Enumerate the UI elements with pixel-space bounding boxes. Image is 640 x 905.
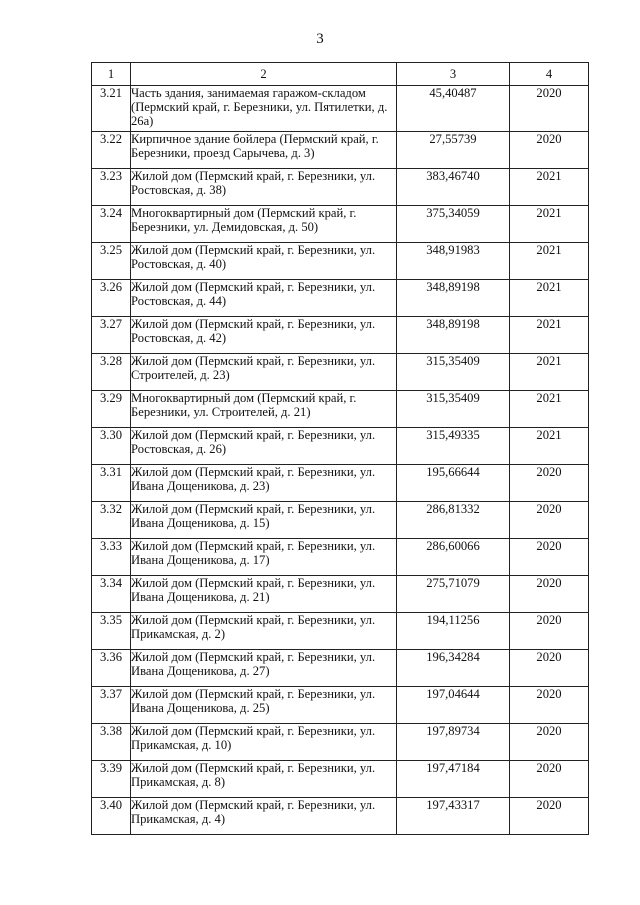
object-year: 2021 <box>510 391 589 428</box>
table-row <box>92 539 589 576</box>
object-value: 348,89198 <box>397 317 510 354</box>
row-number: 3.34 <box>92 576 131 613</box>
object-value: 383,46740 <box>397 169 510 206</box>
object-year: 2021 <box>510 243 589 280</box>
object-year: 2020 <box>510 539 589 576</box>
page-number: 3 <box>316 31 324 47</box>
object-year: 2021 <box>510 206 589 243</box>
table-row <box>92 613 589 650</box>
object-name: Жилой дом (Пермский край, г. Березники, ул. Прикамская, д. 8) <box>131 761 397 798</box>
object-name: Жилой дом (Пермский край, г. Березники, ул. Прикамская, д. 4) <box>131 798 397 835</box>
object-name: Жилой дом (Пермский край, г. Березники, ул. Ивана Дощеникова, д. 21) <box>131 576 397 613</box>
object-name: Жилой дом (Пермский край, г. Березники, ул. Ростовская, д. 42) <box>131 317 397 354</box>
table-row <box>92 86 589 132</box>
object-value: 286,81332 <box>397 502 510 539</box>
row-number: 3.21 <box>92 86 131 132</box>
object-value: 348,91983 <box>397 243 510 280</box>
table-row <box>92 650 589 687</box>
column-header: 2 <box>131 63 397 86</box>
object-year: 2021 <box>510 428 589 465</box>
object-value: 375,34059 <box>397 206 510 243</box>
row-number: 3.27 <box>92 317 131 354</box>
object-name: Жилой дом (Пермский край, г. Березники, ул. Ивана Дощеникова, д. 27) <box>131 650 397 687</box>
row-number: 3.30 <box>92 428 131 465</box>
object-year: 2021 <box>510 169 589 206</box>
object-year: 2020 <box>510 465 589 502</box>
objects-table <box>91 62 589 835</box>
row-number: 3.35 <box>92 613 131 650</box>
table-row <box>92 317 589 354</box>
object-name: Многоквартирный дом (Пермский край, г. Березники, ул. Строителей, д. 21) <box>131 391 397 428</box>
row-number: 3.32 <box>92 502 131 539</box>
object-year: 2020 <box>510 576 589 613</box>
row-number: 3.23 <box>92 169 131 206</box>
table-row <box>92 576 589 613</box>
object-name: Кирпичное здание бойлера (Пермский край, г. Березники, проезд Сарычева, д. 3) <box>131 132 397 169</box>
column-header: 4 <box>510 63 589 86</box>
object-value: 197,04644 <box>397 687 510 724</box>
table-row <box>92 132 589 169</box>
table-row <box>92 354 589 391</box>
object-year: 2020 <box>510 724 589 761</box>
table-row <box>92 465 589 502</box>
row-number: 3.38 <box>92 724 131 761</box>
object-name: Жилой дом (Пермский край, г. Березники, ул. Строителей, д. 23) <box>131 354 397 391</box>
object-year: 2020 <box>510 613 589 650</box>
table-row <box>92 724 589 761</box>
row-number: 3.37 <box>92 687 131 724</box>
object-name: Жилой дом (Пермский край, г. Березники, ул. Ростовская, д. 44) <box>131 280 397 317</box>
table-row <box>92 391 589 428</box>
object-year: 2020 <box>510 650 589 687</box>
object-value: 348,89198 <box>397 280 510 317</box>
object-value: 315,35409 <box>397 354 510 391</box>
object-name: Жилой дом (Пермский край, г. Березники, ул. Ивана Дощеникова, д. 15) <box>131 502 397 539</box>
row-number: 3.36 <box>92 650 131 687</box>
object-value: 195,66644 <box>397 465 510 502</box>
object-value: 315,49335 <box>397 428 510 465</box>
object-name: Жилой дом (Пермский край, г. Березники, ул. Ростовская, д. 40) <box>131 243 397 280</box>
object-name: Жилой дом (Пермский край, г. Березники, ул. Ивана Дощеникова, д. 17) <box>131 539 397 576</box>
row-number: 3.31 <box>92 465 131 502</box>
row-number: 3.28 <box>92 354 131 391</box>
object-name: Жилой дом (Пермский край, г. Березники, ул. Ивана Дощеникова, д. 23) <box>131 465 397 502</box>
table-header-row <box>92 63 589 86</box>
table-row <box>92 280 589 317</box>
object-name: Жилой дом (Пермский край, г. Березники, ул. Ивана Дощеникова, д. 25) <box>131 687 397 724</box>
table-row <box>92 169 589 206</box>
row-number: 3.26 <box>92 280 131 317</box>
object-year: 2020 <box>510 687 589 724</box>
table-row <box>92 761 589 798</box>
object-year: 2021 <box>510 280 589 317</box>
table-row <box>92 798 589 835</box>
object-value: 275,71079 <box>397 576 510 613</box>
column-header: 1 <box>92 63 131 86</box>
object-value: 315,35409 <box>397 391 510 428</box>
object-value: 197,47184 <box>397 761 510 798</box>
table-row <box>92 428 589 465</box>
object-year: 2021 <box>510 354 589 391</box>
object-year: 2021 <box>510 317 589 354</box>
object-year: 2020 <box>510 86 589 132</box>
object-name: Жилой дом (Пермский край, г. Березники, ул. Прикамская, д. 10) <box>131 724 397 761</box>
row-number: 3.22 <box>92 132 131 169</box>
object-value: 196,34284 <box>397 650 510 687</box>
object-year: 2020 <box>510 132 589 169</box>
row-number: 3.29 <box>92 391 131 428</box>
column-header: 3 <box>397 63 510 86</box>
object-value: 45,40487 <box>397 86 510 132</box>
object-year: 2020 <box>510 798 589 835</box>
object-value: 197,89734 <box>397 724 510 761</box>
object-value: 194,11256 <box>397 613 510 650</box>
object-name: Жилой дом (Пермский край, г. Березники, ул. Прикамская, д. 2) <box>131 613 397 650</box>
row-number: 3.33 <box>92 539 131 576</box>
row-number: 3.24 <box>92 206 131 243</box>
object-year: 2020 <box>510 761 589 798</box>
table-row <box>92 687 589 724</box>
object-name: Часть здания, занимаемая гаражом-складом (Пермский край, г. Березники, ул. Пятилетки, д. 26а) <box>131 86 397 132</box>
object-name: Жилой дом (Пермский край, г. Березники, ул. Ростовская, д. 38) <box>131 169 397 206</box>
table-row <box>92 502 589 539</box>
table-row <box>92 243 589 280</box>
object-year: 2020 <box>510 502 589 539</box>
object-value: 197,43317 <box>397 798 510 835</box>
row-number: 3.25 <box>92 243 131 280</box>
row-number: 3.40 <box>92 798 131 835</box>
object-value: 27,55739 <box>397 132 510 169</box>
object-name: Многоквартирный дом (Пермский край, г. Березники, ул. Демидовская, д. 50) <box>131 206 397 243</box>
object-name: Жилой дом (Пермский край, г. Березники, ул. Ростовская, д. 26) <box>131 428 397 465</box>
table-row <box>92 206 589 243</box>
row-number: 3.39 <box>92 761 131 798</box>
object-value: 286,60066 <box>397 539 510 576</box>
